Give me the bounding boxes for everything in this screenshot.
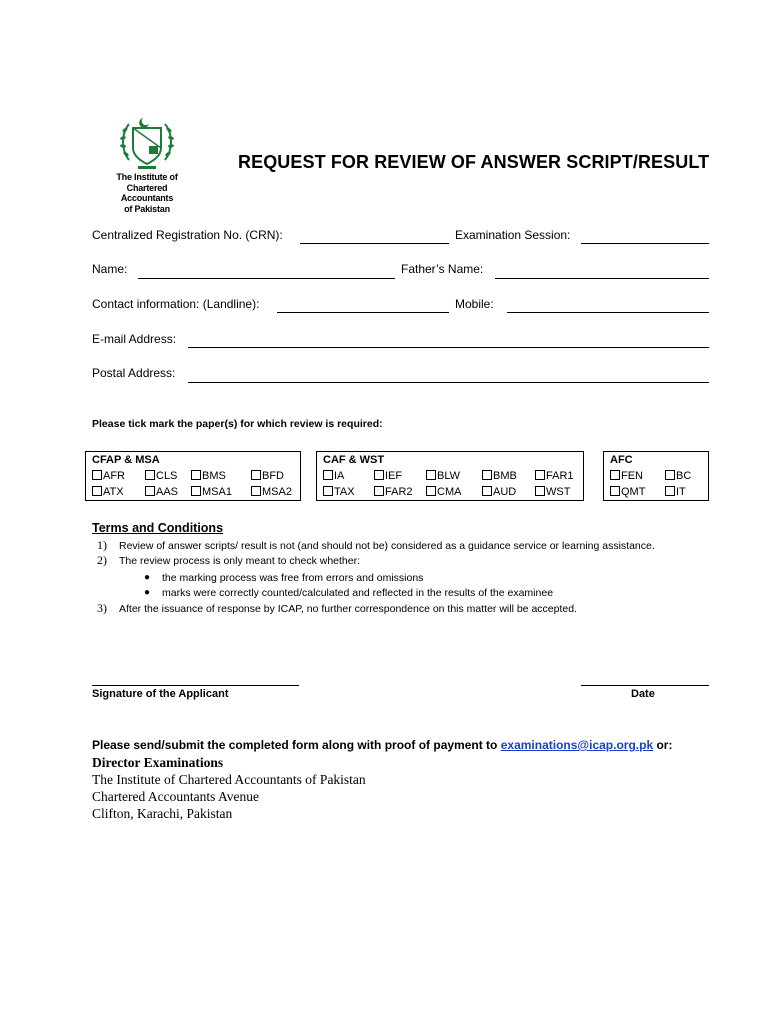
mobile-label: Mobile: (455, 297, 494, 311)
paper-checkbox[interactable]: FEN (610, 470, 643, 482)
email-label: E-mail Address: (92, 332, 177, 346)
checkbox-icon (92, 486, 102, 496)
address-line-3: Chartered Accountants Avenue (92, 789, 259, 804)
checkbox-icon (92, 470, 102, 480)
checkbox-icon (145, 486, 155, 496)
postal-address-label: Postal Address: (92, 366, 176, 380)
checkbox-icon (374, 470, 384, 480)
paper-checkbox[interactable]: BLW (426, 470, 460, 482)
landline-label: Contact information: (Landline): (92, 297, 260, 311)
name-field[interactable] (138, 278, 395, 279)
crn-label: Centralized Registration No. (CRN): (92, 228, 283, 242)
paper-checkbox[interactable]: CMA (426, 486, 461, 498)
email-link[interactable]: examinations@icap.org.pk (500, 738, 654, 752)
bullet-icon: ● (144, 587, 151, 598)
logo-line-1: The Institute of (116, 172, 178, 182)
paper-checkbox[interactable]: IEF (374, 470, 402, 482)
term-subitem-1: the marking process was free from errors and omissions (162, 572, 424, 584)
crn-field[interactable] (300, 243, 449, 244)
logo-line-2: Chartered Accountants (120, 182, 174, 203)
checkbox-icon (426, 486, 436, 496)
father-name-field[interactable] (495, 278, 709, 279)
paper-checkbox[interactable]: AAS (145, 486, 178, 498)
checkbox-icon (665, 470, 675, 480)
paper-checkbox[interactable]: AUD (482, 486, 516, 498)
checkbox-icon (374, 486, 384, 496)
checkbox-icon (482, 486, 492, 496)
form-title: REQUEST FOR REVIEW OF ANSWER SCRIPT/RESULT (238, 152, 710, 172)
checkbox-icon (323, 486, 333, 496)
checkbox-icon (426, 470, 436, 480)
term-number: 1) (97, 538, 107, 552)
checkbox-icon (610, 470, 620, 480)
checkbox-icon (482, 470, 492, 480)
group-title: CFAP & MSA (92, 454, 160, 466)
address-line-1: Director Examinations (92, 755, 224, 770)
date-line[interactable] (581, 685, 709, 686)
paper-checkbox[interactable]: FAR1 (535, 470, 574, 482)
paper-group-afc (603, 451, 709, 501)
paper-checkbox[interactable]: FAR2 (374, 486, 413, 498)
paper-checkbox[interactable]: IA (323, 470, 344, 482)
paper-checkbox[interactable]: BFD (251, 470, 284, 482)
paper-checkbox[interactable]: MSA1 (191, 486, 232, 498)
term-item-3: After the issuance of response by ICAP, no further correspondence on this matter will be accepted. (119, 603, 577, 615)
checkbox-icon (535, 470, 545, 480)
paper-group-caf-wst (316, 451, 584, 501)
group-title: AFC (610, 454, 633, 466)
paper-checkbox[interactable]: IT (665, 486, 686, 498)
checkbox-icon (610, 486, 620, 496)
icap-emblem-icon (119, 114, 175, 172)
checkbox-icon (535, 486, 545, 496)
paper-checkbox[interactable]: BMS (191, 470, 226, 482)
checkbox-icon (251, 486, 261, 496)
father-name-label: Father’s Name: (401, 262, 484, 276)
session-field[interactable] (581, 243, 709, 244)
term-item-2: The review process is only meant to check whether: (119, 555, 361, 567)
term-number: 2) (97, 553, 107, 567)
paper-checkbox[interactable]: WST (535, 486, 570, 498)
icap-logo (104, 114, 190, 212)
terms-heading: Terms and Conditions (92, 521, 224, 535)
checkbox-icon (191, 470, 201, 480)
address-line-4: Clifton, Karachi, Pakistan (92, 806, 233, 821)
group-title: CAF & WST (323, 454, 385, 466)
checkbox-icon (145, 470, 155, 480)
term-item-1: Review of answer scripts/ result is not (and should not be) considered as a guidance service or learning assistance. (119, 540, 655, 552)
paper-checkbox[interactable]: ATX (92, 486, 124, 498)
submit-instruction: Please send/submit the completed form along with proof of payment to examinations@icap.org.pk or: (92, 738, 673, 752)
term-number: 3) (97, 601, 107, 615)
paper-checkbox[interactable]: BMB (482, 470, 517, 482)
date-label: Date (631, 688, 655, 700)
paper-checkbox[interactable]: QMT (610, 486, 645, 498)
postal-address-field[interactable] (188, 382, 709, 383)
paper-checkbox[interactable]: AFR (92, 470, 125, 482)
checkbox-icon (323, 470, 333, 480)
session-label: Examination Session: (455, 228, 571, 242)
landline-field[interactable] (277, 312, 449, 313)
paper-checkbox[interactable]: MSA2 (251, 486, 292, 498)
paper-group-cfap-msa (85, 451, 301, 501)
tick-instruction: Please tick mark the paper(s) for which review is required: (92, 418, 383, 430)
address-line-2: The Institute of Chartered Accountants of Pakistan (92, 772, 366, 787)
checkbox-icon (665, 486, 675, 496)
bullet-icon: ● (144, 572, 151, 583)
checkbox-icon (251, 470, 261, 480)
logo-line-3: of Pakistan (124, 203, 170, 214)
paper-checkbox[interactable]: BC (665, 470, 691, 482)
paper-checkbox[interactable]: TAX (323, 486, 355, 498)
checkbox-icon (191, 486, 201, 496)
email-field[interactable] (188, 347, 709, 348)
term-subitem-2: marks were correctly counted/calculated and reflected in the results of the examinee (162, 587, 554, 599)
name-label: Name: (92, 262, 128, 276)
signature-label: Signature of the Applicant (92, 688, 229, 700)
paper-checkbox[interactable]: CLS (145, 470, 177, 482)
signature-line[interactable] (92, 685, 299, 686)
mobile-field[interactable] (507, 312, 709, 313)
